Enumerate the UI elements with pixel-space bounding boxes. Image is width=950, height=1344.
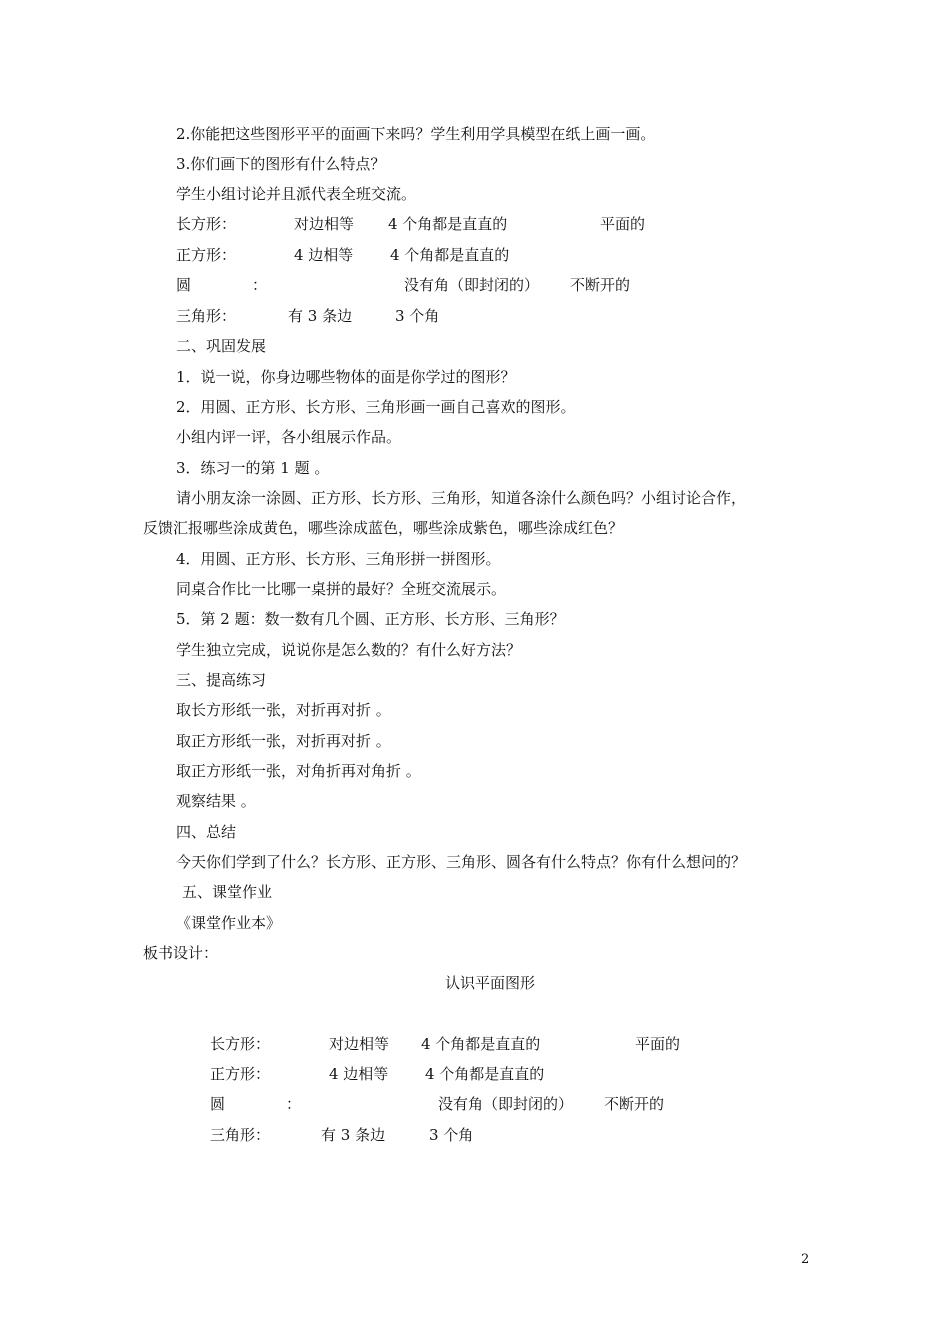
text-line: 取正方形纸一张，对折再对折 。 (176, 732, 391, 750)
shape-row-rectangle (0, 214, 950, 234)
text-line: 反馈汇报哪些涂成黄色，哪些涂成蓝色，哪些涂成紫色，哪些涂成红色？ (143, 519, 624, 537)
shape-feature: 对边相等 (294, 215, 355, 233)
shape-feature: 不断开的 (604, 1095, 665, 1113)
shape-feature: 有 3 条边 (288, 307, 353, 325)
text-line: 小组内评一评，各小组展示作品。 (176, 428, 402, 446)
shape-feature: 有 3 条边 (321, 1126, 386, 1144)
page-number: 2 (801, 1252, 810, 1267)
text-line: 板书设计： (143, 944, 219, 962)
shape-feature: 对边相等 (329, 1035, 390, 1053)
shape-row-square (0, 245, 950, 265)
text-line: 观察结果 。 (176, 792, 256, 810)
shape-feature: 平面的 (635, 1035, 681, 1053)
shape-name: 三角形： (176, 307, 237, 325)
shape-feature: 没有角（即封闭的） (404, 276, 540, 294)
shape-row-circle (0, 275, 950, 295)
board-row-square (0, 1064, 950, 1084)
text-line: 取长方形纸一张，对折再对折 。 (176, 701, 391, 719)
text-line: 5．第 2 题：数一数有几个圆、正方形、长方形、三角形？ (176, 610, 565, 628)
shape-name: 三角形： (210, 1126, 271, 1144)
text-line: 2.你能把这些图形平平的面画下来吗？学生利用学具模型在纸上画一画。 (176, 125, 656, 143)
text-line: 3.你们画下的图形有什么特点？ (176, 155, 386, 173)
text-line: 请小朋友涂一涂圆、正方形、长方形、三角形，知道各涂什么颜色吗？小组讨论合作， (176, 489, 747, 507)
shape-name: 圆 (176, 276, 192, 294)
shape-feature: 平面的 (600, 215, 646, 233)
text-line: 学生小组讨论并且派代表全班交流。 (176, 185, 417, 203)
shape-name: 长方形： (210, 1035, 271, 1053)
shape-feature: 4 个角都是直直的 (388, 215, 508, 233)
shape-colon: ： (286, 1095, 302, 1113)
text-line: 同桌合作比一比哪一桌拼的最好？全班交流展示。 (176, 580, 507, 598)
shape-feature: 4 边相等 (294, 246, 354, 264)
shape-name: 圆 (210, 1095, 226, 1113)
shape-feature: 3 个角 (429, 1126, 474, 1144)
section-heading: 三、提高练习 (176, 671, 267, 689)
shape-name: 长方形： (176, 215, 237, 233)
text-line: 取正方形纸一张，对角折再对角折 。 (176, 762, 421, 780)
text-line: 今天你们学到了什么？长方形、正方形、三角形、圆各有什么特点？你有什么想问的？ (176, 853, 747, 871)
board-row-triangle (0, 1125, 950, 1145)
section-heading: 五、课堂作业 (182, 883, 273, 901)
shape-feature: 4 个角都是直直的 (425, 1065, 545, 1083)
board-row-rectangle (0, 1034, 950, 1054)
shape-feature: 不断开的 (570, 276, 631, 294)
shape-feature: 4 个角都是直直的 (421, 1035, 541, 1053)
shape-feature: 没有角（即封闭的） (438, 1095, 574, 1113)
shape-name: 正方形： (176, 246, 237, 264)
section-heading: 二、巩固发展 (176, 337, 267, 355)
shape-feature: 3 个角 (395, 307, 440, 325)
section-heading: 四、总结 (176, 823, 237, 841)
shape-feature: 4 边相等 (329, 1065, 389, 1083)
board-title: 认识平面图形 (445, 974, 536, 992)
shape-row-triangle (0, 306, 950, 326)
text-line: 3．练习一的第 1 题 。 (176, 459, 330, 477)
text-line: 4．用圆、正方形、长方形、三角形拼一拼图形。 (176, 550, 501, 568)
shape-colon: ： (252, 276, 268, 294)
board-row-circle (0, 1094, 950, 1114)
text-line: 学生独立完成，说说你是怎么数的？有什么好方法？ (176, 641, 522, 659)
text-line: 2．用圆、正方形、长方形、三角形画一画自己喜欢的图形。 (176, 398, 576, 416)
text-line: 《课堂作业本》 (176, 914, 282, 932)
shape-feature: 4 个角都是直直的 (390, 246, 510, 264)
shape-name: 正方形： (210, 1065, 271, 1083)
text-line: 1．说一说，你身边哪些物体的面是你学过的图形？ (176, 368, 516, 386)
